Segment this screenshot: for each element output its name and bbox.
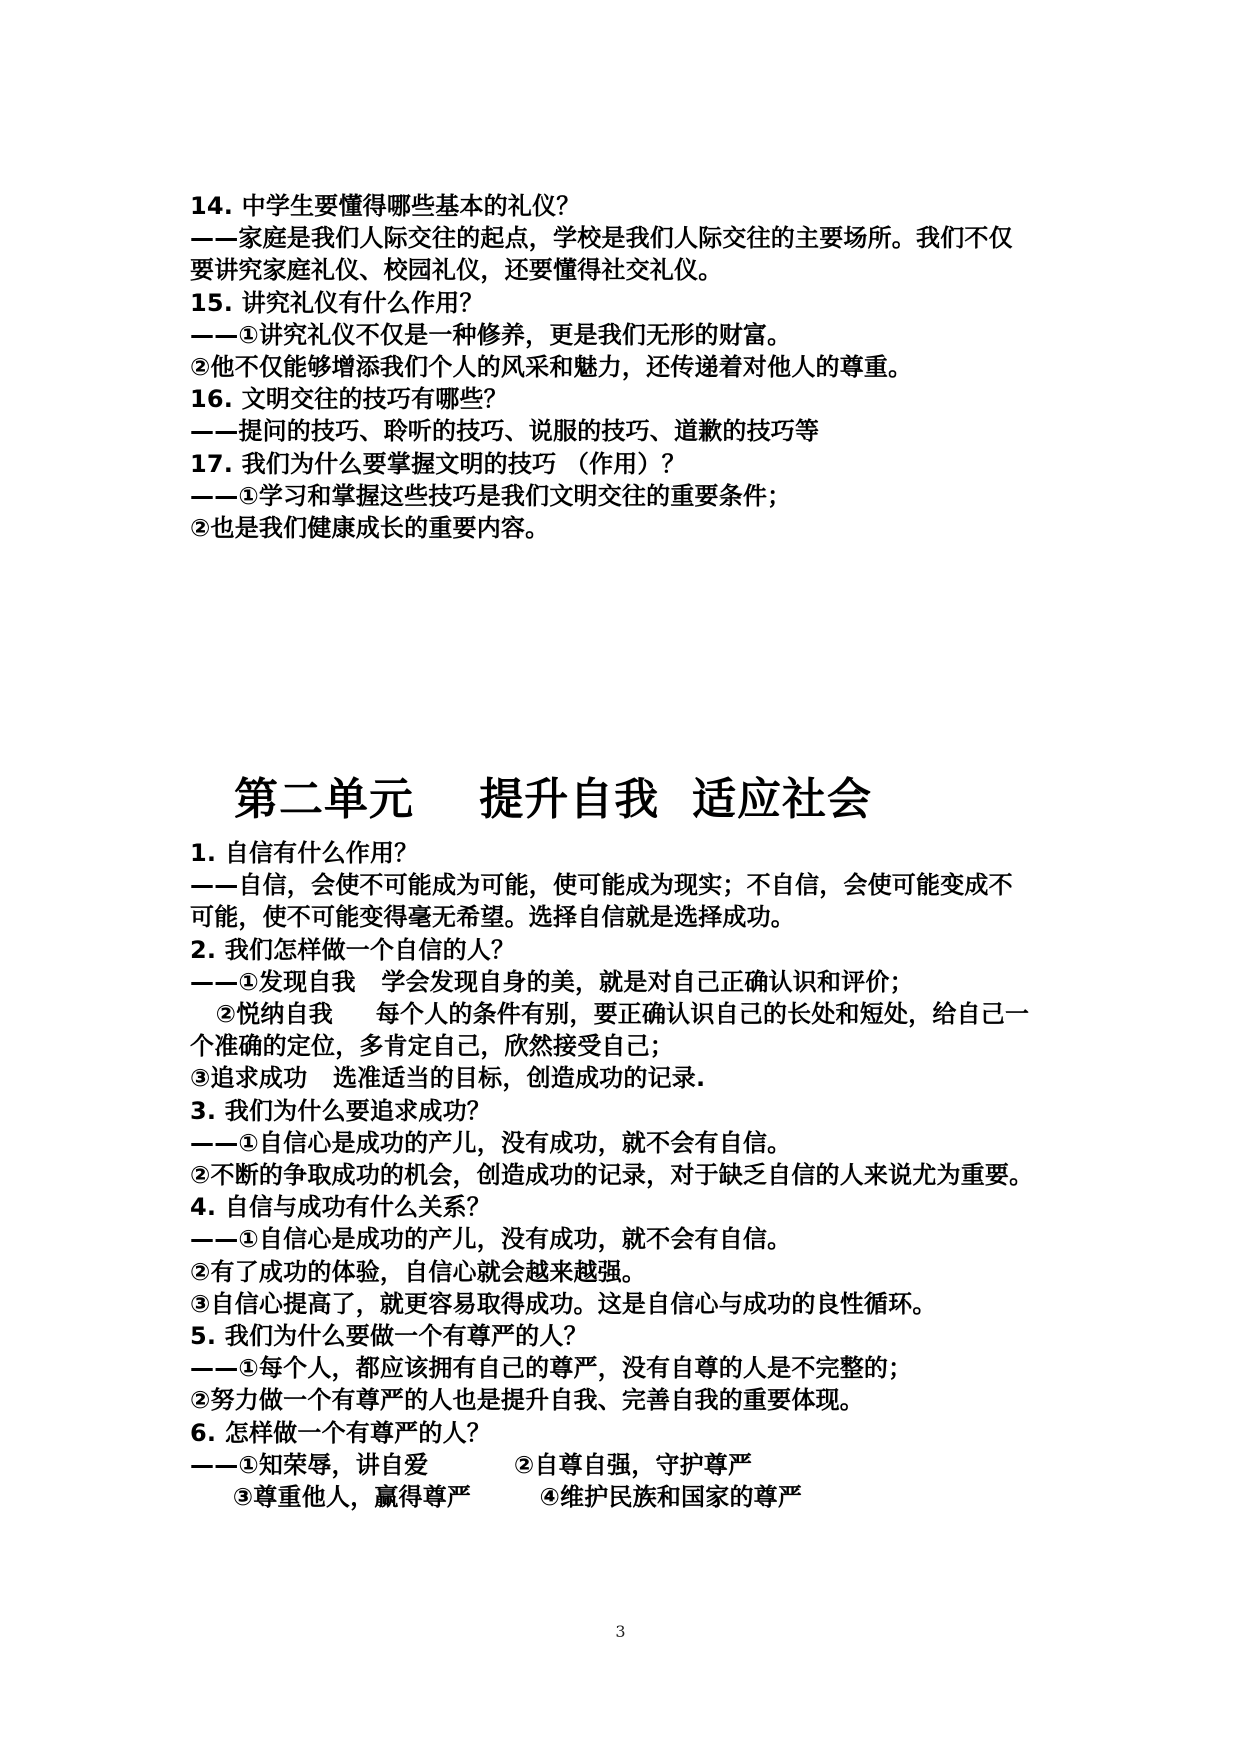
answer-line: ②也是我们健康成长的重要内容。 <box>190 514 550 543</box>
question-line: 6. 怎样做一个有尊严的人？ <box>190 1418 491 1447</box>
question-line: 1. 自信有什么作用？ <box>190 839 419 867</box>
section-etiquette <box>190 190 1090 544</box>
answer-line: 要讲究家庭礼仪、校园礼仪，还要懂得社交礼仪。 <box>190 256 723 285</box>
question-line: 14. 中学生要懂得哪些基本的礼仪？ <box>190 192 581 220</box>
question-line: 15. 讲究礼仪有什么作用？ <box>190 288 484 317</box>
answer-line: ——自信，会使不可能成为可能，使可能成为现实；不自信，会使可能变成不 <box>190 871 1013 900</box>
answer-line: 可能，使不可能变得毫无希望。选择自信就是选择成功。 <box>190 903 795 932</box>
question-line: 4. 自信与成功有什么关系？ <box>190 1193 491 1222</box>
answer-line: ③尊重他人，赢得尊严 ④维护民族和国家的尊严 <box>190 1483 803 1512</box>
answer-line: ——①学习和掌握这些技巧是我们文明交往的重要条件； <box>190 481 792 510</box>
answer-line: ——①讲究礼仪不仅是一种修养，更是我们无形的财富。 <box>190 320 792 349</box>
answer-line: ——①知荣辱，讲自爱 ②自尊自强，守护尊严 <box>190 1450 753 1479</box>
answer-line: ——①每个人，都应该拥有自己的尊严，没有自尊的人是不完整的； <box>190 1354 913 1383</box>
answer-line: ②他不仅能够增添我们个人的风采和魅力，还传递着对他人的尊重。 <box>190 353 913 382</box>
answer-line: ——①自信心是成功的产儿，没有成功，就不会有自信。 <box>190 1225 792 1254</box>
answer-line: ——①自信心是成功的产儿，没有成功，就不会有自信。 <box>190 1128 792 1157</box>
answer-line: ——家庭是我们人际交往的起点，学校是我们人际交往的主要场所。我们不仅 <box>190 224 1013 253</box>
answer-line: ②努力做一个有尊严的人也是提升自我、完善自我的重要体现。 <box>190 1386 864 1415</box>
answer-line: ③自信心提高了，就更容易取得成功。这是自信心与成功的良性循环。 <box>190 1289 937 1318</box>
question-line: 17. 我们为什么要掌握文明的技巧 （作用）？ <box>190 449 686 478</box>
page-number: 3 <box>615 1622 626 1641</box>
answer-line: 个准确的定位，多肯定自己，欣然接受自己； <box>190 1032 674 1061</box>
question-line: 16. 文明交往的技巧有哪些？ <box>190 385 508 414</box>
question-line: 3. 我们为什么要追求成功？ <box>190 1096 491 1125</box>
answer-line: ②悦纳自我 每个人的条件有别，要正确认识自己的长处和短处，给自己一 <box>190 1000 1030 1029</box>
answer-line: ——①发现自我 学会发现自身的美，就是对自己正确认识和评价； <box>190 967 914 996</box>
unit-title <box>0 772 1241 828</box>
section-self-improvement <box>190 837 1090 1513</box>
question-line: 2. 我们怎样做一个自信的人？ <box>190 935 516 964</box>
answer-line: ③追求成功 选准适当的目标，创造成功的记录. <box>190 1064 706 1093</box>
answer-line: ——提问的技巧、聆听的技巧、说服的技巧、道歉的技巧等 <box>190 417 820 446</box>
unit-title-text: 第二单元 提升自我 适应社会 <box>234 774 872 825</box>
question-line: 5. 我们为什么要做一个有尊严的人？ <box>190 1322 588 1351</box>
answer-line: ②不断的争取成功的机会，创造成功的记录，对于缺乏自信的人来说尤为重要。 <box>190 1161 1034 1190</box>
answer-line: ②有了成功的体验，自信心就会越来越强。 <box>190 1257 647 1286</box>
